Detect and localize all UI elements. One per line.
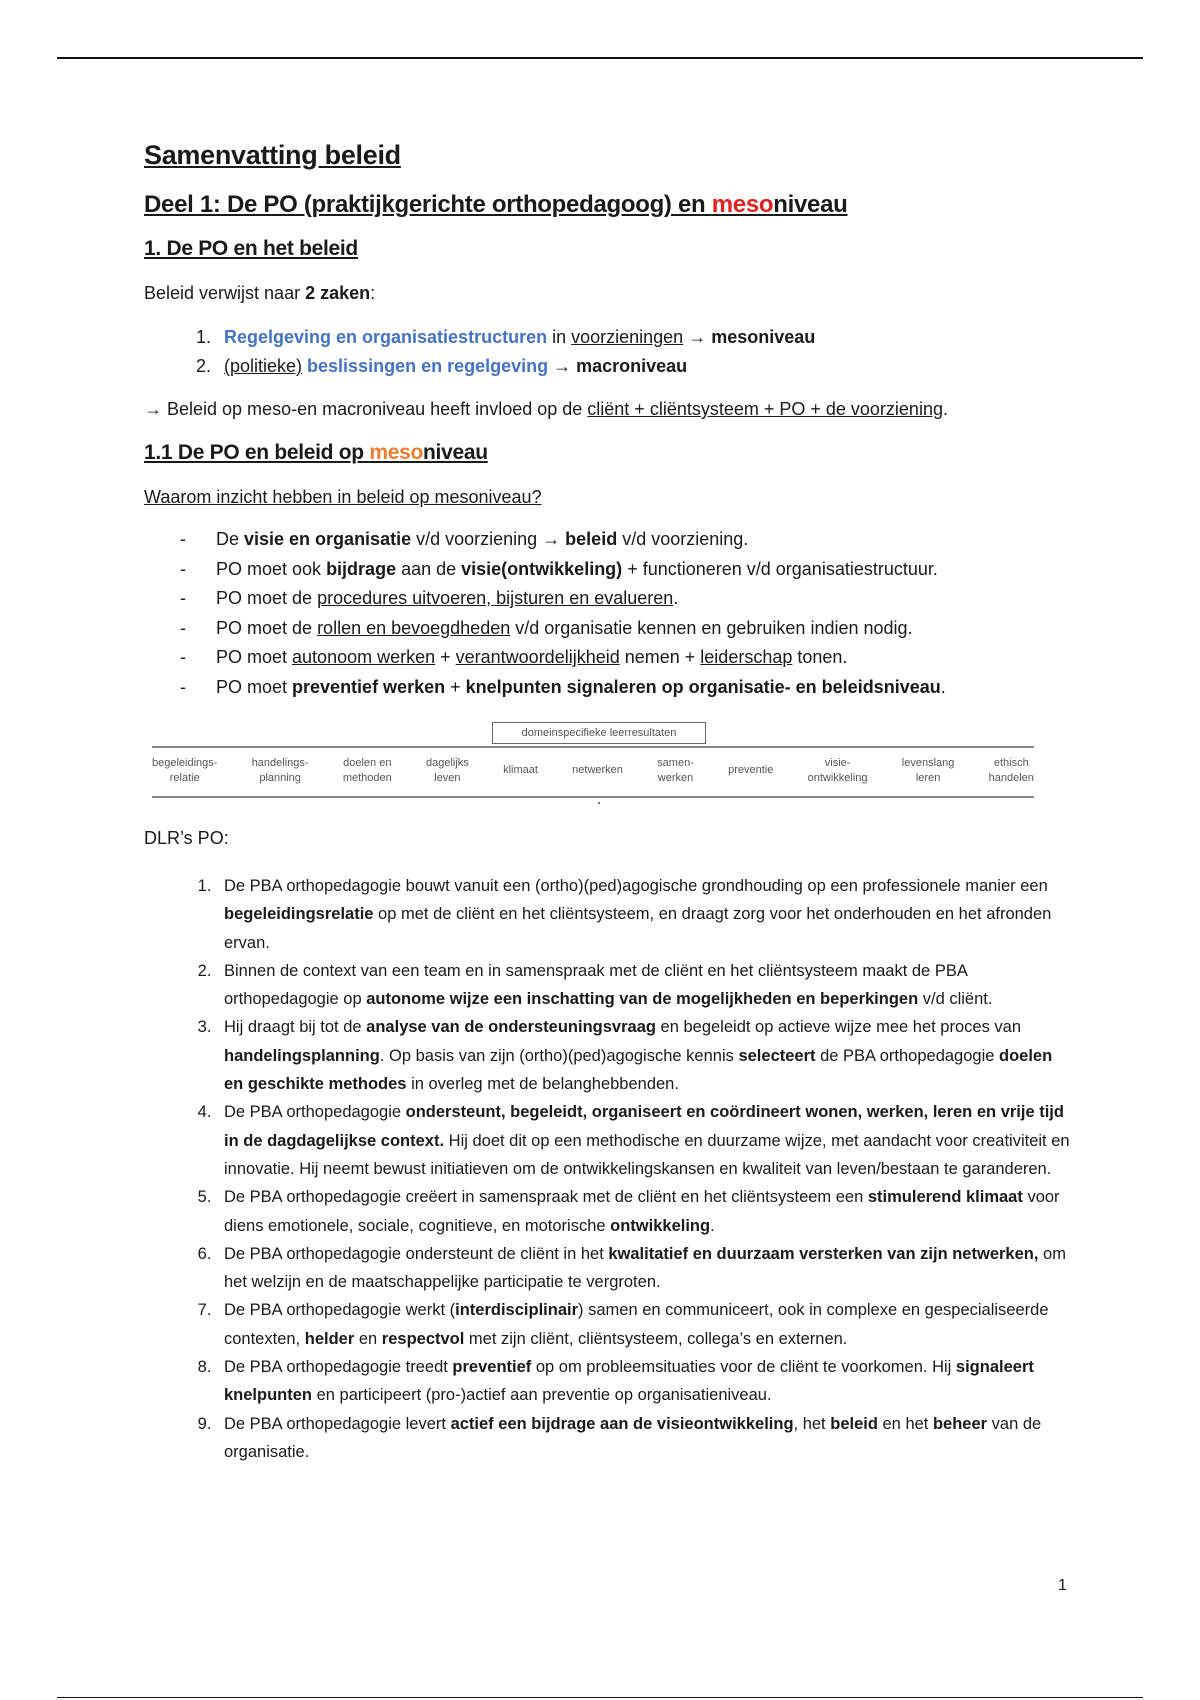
dlr-bold-run: selecteert — [738, 1046, 816, 1065]
diagram-cell: levenslang leren — [901, 757, 955, 784]
diagram-cell: dagelijks leven — [426, 757, 469, 784]
list-item: 2. (politieke) beslissingen en regelgeving → macroniveau — [216, 352, 1074, 381]
dlr-text-run: De PBA orthopedagogie bouwt vanuit een (ortho)(ped)agogische grondhouding op een professionele manier een — [224, 877, 1048, 895]
dlr-bold-run: helder — [304, 1329, 355, 1348]
dlr-bold-run: beheer — [932, 1414, 988, 1433]
top-rule — [57, 57, 1143, 59]
reasons-list — [144, 525, 1074, 702]
dlr-text-run: de PBA orthopedagogie — [815, 1046, 999, 1065]
diagram-cell: ethisch handelen — [988, 757, 1034, 784]
policy-levels-list — [144, 323, 1074, 381]
dlr-list — [144, 872, 1074, 1466]
diagram-cells — [152, 756, 1034, 786]
section-1-intro: Beleid verwijst naar 2 zaken: — [144, 283, 376, 303]
bottom-rule — [57, 1697, 1143, 1698]
dlr-item — [216, 1410, 1074, 1467]
dlr-text-run: De PBA orthopedagogie werkt ( — [224, 1301, 456, 1320]
diagram-cell: samen- werken — [657, 757, 694, 784]
diagram-cell: klimaat — [503, 764, 538, 776]
learning-outcomes-diagram — [148, 720, 1038, 814]
dlr-heading: DLR’s PO: — [144, 828, 229, 848]
dlr-text-run: . Op basis van zijn (ortho)(ped)agogische kennis — [379, 1046, 739, 1065]
dlr-bold-run: ontwikkeling — [610, 1216, 711, 1235]
page-number: 1 — [1058, 1577, 1067, 1594]
dlr-item — [216, 1353, 1074, 1410]
diagram-cell: netwerken — [572, 764, 623, 776]
dlr-text-run: De PBA orthopedagogie creëert in samenspraak met de cliënt en het cliëntsysteem een — [224, 1188, 868, 1207]
list-item: - PO moet preventief werken + knelpunten signaleren op organisatie- en beleidsniveau. — [180, 673, 1074, 703]
dlr-item — [216, 1296, 1074, 1353]
dlr-item — [216, 872, 1074, 957]
diagram-bottom-line — [152, 796, 1034, 798]
dlr-text-run: op om probleemsituaties voor de cliënt te voorkomen. Hij — [531, 1358, 956, 1377]
dlr-bold-run: preventief — [452, 1358, 532, 1377]
dlr-text-run: en begeleidt op actieve wijze mee het proces van — [655, 1018, 1022, 1037]
diagram-cell: begeleidings- relatie — [152, 757, 218, 784]
list-item: - PO moet ook bijdrage aan de visie(ontwikkeling) + functioneren v/d organisatiestructuur. — [180, 555, 1074, 585]
dlr-bold-run: kwalitatief en duurzaam versterken van zijn netwerken, — [608, 1244, 1039, 1263]
diagram-cell: doelen en methoden — [342, 757, 392, 784]
dlr-text-run: , het — [793, 1414, 831, 1433]
dlr-text-run: om het welzijn en de maatschappelijke participatie te vergroten. — [224, 1244, 1066, 1292]
dlr-bold-run: interdisciplinair — [455, 1301, 579, 1320]
dlr-text-run: v/d cliënt. — [918, 990, 993, 1009]
document-body — [144, 140, 1074, 1466]
dlr-bold-run: stimulerend klimaat — [867, 1188, 1023, 1207]
dlr-text-run: en het — [877, 1414, 933, 1433]
dlr-text-run: in overleg met de belanghebbenden. — [406, 1075, 679, 1094]
dlr-bold-run: beleid — [830, 1414, 878, 1433]
list-item: - PO moet de procedures uitvoeren, bijsturen en evalueren. — [180, 584, 1074, 614]
dlr-text-run: De PBA orthopedagogie levert — [224, 1414, 451, 1433]
section-1-heading: 1. De PO en het beleid — [144, 237, 358, 260]
section-1-1-heading: 1.1 De PO en beleid op mesoniveau — [144, 441, 488, 464]
dlr-bold-run: signaleert knelpunten — [224, 1358, 1034, 1405]
dlr-item — [216, 957, 1074, 1014]
dlr-text-run: en participeert (pro-)actief aan preventie op organisatieniveau. — [312, 1386, 772, 1405]
dlr-bold-run: autonome wijze een inschatting van de mogelijkheden en beperkingen — [366, 990, 919, 1009]
diagram-top-line — [152, 746, 1034, 748]
list-item: - PO moet de rollen en bevoegdheden v/d organisatie kennen en gebruiken indien nodig. — [180, 614, 1074, 644]
dlr-text-run: Binnen de context van een team en in samenspraak met de cliënt en het cliëntsysteem maakt de PBA orthopedagogie op — [224, 961, 967, 1009]
dlr-text-run: en — [354, 1329, 382, 1348]
part-heading: Deel 1: De PO (praktijkgerichte orthopedagoog) en mesoniveau — [144, 191, 848, 218]
influence-line: → Beleid op meso-en macroniveau heeft invloed op de cliënt + cliëntsysteem + PO + de voorziening. — [144, 399, 948, 419]
dlr-item — [216, 1098, 1074, 1183]
dlr-text-run: ) samen en communiceert, ook in complexe en gespecialiseerde contexten, — [224, 1301, 1049, 1348]
dlr-bold-run: handelingsplanning — [224, 1046, 380, 1065]
dlr-text-run: Hij doet dit op een methodische en duurzame wijze, met aandacht voor creativiteit en innovatie. Hij neemt bewust initiatieven om de ontwikkelingskansen en kwaliteit van leven/bestaan te garanderen. — [224, 1131, 1070, 1178]
dlr-text-run: De PBA orthopedagogie ondersteunt de cliënt in het — [224, 1244, 609, 1263]
diagram-title-box: domeinspecifieke leerresultaten — [492, 722, 706, 744]
diagram-cell: visie- ontwikkeling — [807, 757, 868, 784]
diagram-cell: handelings- planning — [251, 757, 309, 784]
dlr-item — [216, 1240, 1074, 1297]
dlr-text-run: De PBA orthopedagogie treedt — [224, 1358, 453, 1377]
list-item: 1. Regelgeving en organisatiestructuren in voorzieningen → mesoniveau — [216, 323, 1074, 352]
section-1-1-question: Waarom inzicht hebben in beleid op mesoniveau? — [144, 487, 542, 507]
dlr-text-run: De PBA orthopedagogie — [224, 1103, 406, 1122]
dlr-bold-run: ondersteunt, begeleidt, organiseert en coördineert wonen, werken, leren en vrije tijd in de dagdagelijkse context. — [224, 1103, 1064, 1150]
diagram-cell: preventie — [728, 764, 774, 776]
dlr-text-run: voor diens emotionele, sociale, cognitieve, en motorische — [224, 1188, 1060, 1235]
list-item: - De visie en organisatie v/d voorziening → beleid v/d voorziening. — [180, 525, 1074, 555]
dlr-bold-run: actief een bijdrage aan de visieontwikkeling — [450, 1414, 794, 1433]
list-item: - PO moet autonoom werken + verantwoordelijkheid nemen + leiderschap tonen. — [180, 643, 1074, 673]
dlr-bold-run: respectvol — [381, 1329, 465, 1348]
dlr-text-run: Hij draagt bij tot de — [224, 1018, 367, 1037]
diagram-dot — [598, 802, 600, 804]
dlr-text-run: van de organisatie. — [224, 1414, 1042, 1461]
dlr-text-run: met zijn cliënt, cliëntsysteem, collega’s en externen. — [464, 1329, 848, 1348]
document-title: Samenvatting beleid — [144, 140, 401, 170]
dlr-bold-run: analyse van de ondersteuningsvraag — [366, 1018, 656, 1037]
dlr-text-run: op met de cliënt en het cliëntsysteem, en draagt zorg voor het onderhouden en het afronden ervan. — [224, 905, 1052, 952]
dlr-text-run: . — [710, 1216, 715, 1235]
dlr-bold-run: begeleidingsrelatie — [224, 905, 374, 924]
dlr-item — [216, 1013, 1074, 1098]
dlr-item — [216, 1183, 1074, 1240]
dlr-bold-run: doelen en geschikte methodes — [224, 1046, 1053, 1094]
